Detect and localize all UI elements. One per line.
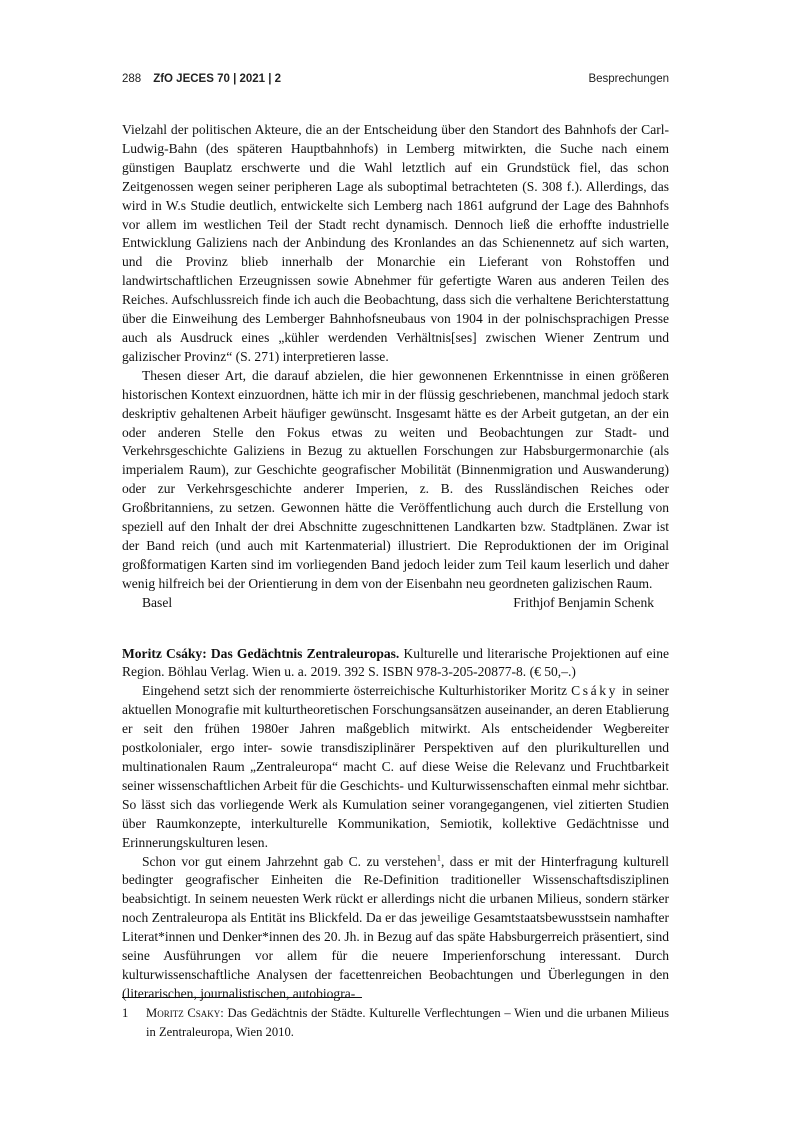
section-name: Besprechungen: [588, 73, 669, 85]
footnote-author: Moritz Csaky: [146, 1006, 221, 1020]
footnote-reference: 1: [436, 852, 441, 863]
review2-publication-details: Kulturelle und literarische Projektionen auf eine Region. Böhlau Verlag. Wien u. a. 2019. 392 S. ISBN 978-3-205-20877-8. (€ 50,–.): [122, 645, 669, 680]
page-body: [122, 121, 669, 1004]
review2-paragraph-1: Eingehend setzt sich der renommierte österreichische Kulturhistoriker Moritz Csáky in seiner aktuellen Monografie mit kulturtheoretischen Forschungsansätzen auseinander, an deren Etablierung er seit den frühen 1980er Jahren maßgeblich mitwirkt. Als entscheidender Wegbereiter postkolonialer, ergo inter- sowie transdisziplinärer Perspektiven auf den plurikulturellen und multinationalen Raum „Zentraleuropa“ macht C. auf diese Weise die Relevanz und Fruchtbarkeit seiner wissenschaftlichen Arbeit für die Geschichts- und Kulturwissenschaften einmal mehr sichtbar. So lässt sich das vorliegende Werk als Kumulation seiner vorangegangenen, viel zitierten Studien über Raumkonzepte, interkulturelle Kommunikation, Semiotik, kollektive Gedächtnisse und Erinnerungskulturen lesen.: [122, 683, 669, 850]
review1-author: Frithjof Benjamin Schenk: [513, 594, 654, 610]
review2-bibliographic-header: [122, 645, 669, 683]
running-header: [122, 73, 669, 91]
review1-paragraph-1: Vielzahl der politischen Akteure, die an der Entscheidung über den Standort des Bahnhofs der Carl-Ludwig-Bahn (des späteren Hauptbahnhofs) in Lemberg mitwirkten, die Suche nach einem günstigen Bauplatz erschwerte und die Wahl letztlich auf ein Grundstück fiel, das schon Zeitgenossen wegen seiner peripheren Lage als suboptimal betrachteten (S. 308 f.). Allerdings, das wird in W.s Studie deutlich, entwickelte sich Lemberg nach 1861 aufgrund der Lage des Bahnhofs vor allem im westlichen Teil der Stadt recht dynamisch. Dennoch ließ die erhoffte industrielle Entwicklung Galiziens nach der Anbindung des Kronlandes an das Schienennetz auf sich warten, und die Provinz blieb innerhalb der Monarchie ein Lieferant von Rohstoffen und landwirtschaftlichen Erzeugnissen sowie Abnehmer für gefertigte Waren aus anderen Teilen des Reiches. Aufschlussreich finde ich auch die Beobachtung, dass sich die verhaltene Berichterstattung über die Einweihung des Lemberger Bahnhofsneubaus von 1904 in der polnischsprachigen Presse auch als Ausdruck eines „kühler werdenden Verhältnis[ses] zwischen Wiener Zentrum und galizischer Provinz“ (S. 271) interpretieren lasse.: [122, 122, 669, 364]
journal-name: ZfO JECES 70 | 2021 | 2: [153, 73, 282, 85]
review2-title: Moritz Csáky: Das Gedächtnis Zentraleuropas.: [122, 645, 400, 661]
review1-signature: [122, 594, 669, 613]
review1-place: Basel: [142, 594, 173, 610]
footnote-number: 1: [122, 1006, 129, 1020]
review2-paragraph-2: Schon vor gut einem Jahrzehnt gab C. zu verstehen$^1$, dass er mit der Hinterfragung kulturell bedingter geografischer Einheiten die Re-Definition traditioneller Wissenschaftsdisziplinen beabsichtigt. In seinem neuesten Werk rückt er allerdings nicht die urbanen Milieus, sondern stärker noch Zentraleuropa als Entität ins Blickfeld. Da er das jeweilige Gesamtstaatsbewusstsein namhafter Literat*innen und Denker*innen des 20. Jh. in Bezug auf das späte Habsburgerreich präsentiert, sind seine Ausführungen vor allem für die neuere Imperienforschung interessant. Durch kulturwissenschaftliche Analysen der facettenreichen Beobachtungen und Überlegungen in den (literarischen, journalistischen, autobiogra-: [122, 852, 669, 1001]
footnote-divider: [122, 997, 362, 998]
review1-paragraph-2: Thesen dieser Art, die darauf abzielen, die hier gewonnenen Erkenntnisse in einen größeren historischen Kontext einzuordnen, hätte ich mir in der flüssig geschriebenen, manchmal jedoch stark deskriptiv gehaltenen Arbeit häufiger gewünscht. Insgesamt hätte es der Arbeit gutgetan, an der ein oder anderen Stelle den Fokus etwas zu weiten und Beobachtungen zur Stadt- und Verkehrsgeschichte Galiziens in Bezug zu aktuellen Forschungen zur Habsburgermonarchie (als imperialem Raum), zur Geschichte geografischer Mobilität (Binnenmigration und Auswanderung) oder zur Verkehrsgeschichte anderer Imperien, z. B. des Russländischen Reiches oder Großbritanniens, zu setzen. Gewonnen hätte die Veröffentlichung auch durch die Erstellung von speziell auf den Inhalt der drei Abschnitte zugeschnittenen Landkarten bzw. Stadtplänen. Zwar ist der Band reich (und auch mit Kartenmaterial) illustriert. Die Reproduktionen der im Original großformatigen Karten sind im vorliegenden Band jedoch leider zum Teil kaum leserlich und daher wenig hilfreich bei der Orientierung in dem von der Eisenbahn neu geordneten galizischen Raum.: [122, 367, 669, 591]
footnote-text: : Das Gedächtnis der Städte. Kulturelle Verflechtungen – Wien und die urbanen Milieus in Zentraleuropa, Wien 2010.: [146, 1006, 669, 1039]
spaced-author-name: Csáky: [571, 683, 618, 699]
footnote-1: [122, 1004, 669, 1041]
page-number: 288: [122, 73, 142, 85]
